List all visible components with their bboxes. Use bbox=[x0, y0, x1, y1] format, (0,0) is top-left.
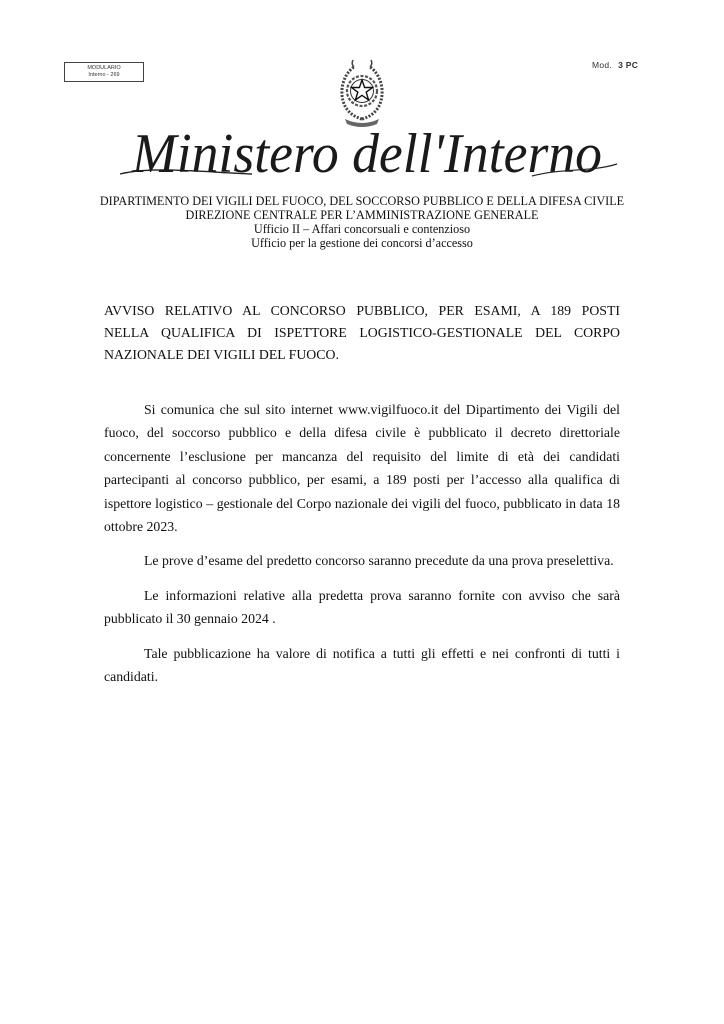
notice-title-line1: AVVISO RELATIVO AL CONCORSO PUBBLICO, PER ESAMI, A 189 POSTI bbox=[104, 303, 620, 318]
form-code-value: 3 PC bbox=[618, 60, 639, 70]
direction-name: DIREZIONE CENTRALE PER L’AMMINISTRAZIONE GENERALE bbox=[185, 208, 539, 222]
ministry-logo-text: Ministero dell'Interno bbox=[131, 123, 602, 185]
office-name-1: Ufficio II – Affari concorsuali e contenzioso bbox=[253, 222, 471, 236]
paragraph-3: Le informazioni relative alla predetta prova saranno fornite con avviso che sarà pubblicato il 30 gennaio 2024 . bbox=[104, 587, 620, 627]
notice-title-line2: NELLA QUALIFICA DI ISPETTORE LOGISTICO-GESTIONALE DEL CORPO bbox=[104, 325, 620, 340]
office-name-2: Ufficio per la gestione dei concorsi d’accesso bbox=[251, 236, 473, 250]
department-name: DIPARTIMENTO DEI VIGILI DEL FUOCO, DEL SOCCORSO PUBBLICO E DELLA DIFESA CIVILE bbox=[99, 194, 625, 208]
form-box-line1: MODULARIO bbox=[87, 65, 121, 71]
paragraph-1: Si comunica che sul sito internet www.vigilfuoco.it del Dipartimento dei Vigili del fuoco, del soccorso pubblico e della difesa civile è pubblicato il decreto direttoriale concernente l’esclusione per mancanza del requisito del limite di età dei candidati partecipanti al concorso pubblico, per esami, a 189 posti per l’accesso alla qualifica di ispettore logistico – gestionale del Corpo nazionale dei vigili del fuoco, pubblicato in data 18 ottobre 2023. bbox=[104, 402, 620, 535]
notice-title bbox=[104, 300, 620, 366]
form-box bbox=[64, 62, 144, 82]
notice-body bbox=[104, 398, 620, 699]
form-code-prefix: Mod. bbox=[592, 60, 613, 70]
document-header bbox=[0, 194, 724, 250]
form-box-line2: Interno - 269 bbox=[88, 72, 120, 78]
ministry-logo bbox=[112, 116, 622, 198]
paragraph-2: Le prove d’esame del predetto concorso saranno precedute da una prova preselettiva. bbox=[144, 553, 614, 569]
notice-title-line3: NAZIONALE DEI VIGILI DEL FUOCO. bbox=[104, 347, 339, 362]
form-code bbox=[592, 60, 638, 70]
paragraph-4: Tale pubblicazione ha valore di notifica a tutti gli effetti e nei confronti di tutti i candidati. bbox=[104, 645, 620, 685]
